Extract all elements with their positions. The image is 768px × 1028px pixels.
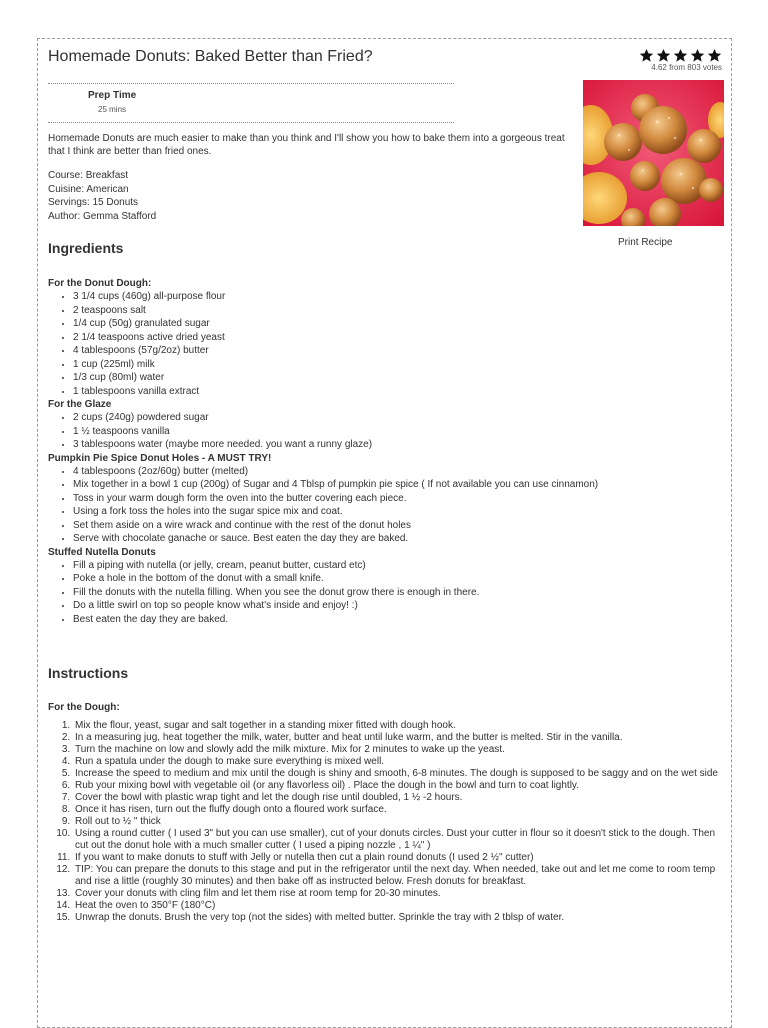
star-icon[interactable] — [656, 48, 671, 63]
ingredient-group — [48, 411, 718, 452]
print-recipe-link[interactable]: Print Recipe — [618, 237, 673, 248]
instruction-step: 5. Increase the speed to medium and mix until the dough is shiny and smooth, 6-8 minutes. The dough is supposed to be saggy and on the wet side — [73, 768, 723, 780]
instruction-step: 9. Roll out to ½ " thick — [73, 816, 723, 828]
ingredient-item: • Set them aside on a wire wrack and continue with the rest of the donut holes — [73, 519, 718, 533]
instruction-step: 13. Cover your donuts with cling film and let them rise at room temp for 20-30 minutes. — [73, 888, 723, 900]
prep-time-value: 25 mins — [98, 105, 127, 114]
instructions-heading: Instructions — [48, 665, 129, 681]
recipe-card — [37, 38, 732, 1028]
instruction-steps — [48, 720, 723, 924]
star-icon[interactable] — [673, 48, 688, 63]
instruction-step: 11. If you want to make donuts to stuff with Jelly or nutella then cut a plain round donuts (I used 2 ½" cutter) — [73, 852, 723, 864]
ingredient-item: • 2 cups (240g) powdered sugar — [73, 411, 718, 425]
instruction-step: 6. Rub your mixing bowl with vegetable oil (or any flavorless oil) . Place the dough in the bowl and turn to coat lightly. — [73, 780, 723, 792]
ingredient-group-title: For the Donut Dough: — [48, 278, 152, 289]
ingredient-item: • Using a fork toss the holes into the sugar spice mix and coat. — [73, 505, 718, 519]
ingredient-item: • 1/4 cup (50g) granulated sugar — [73, 317, 718, 331]
recipe-description: Homemade Donuts are much easier to make than you think and I'll show you how to bake them into a gorgeous treat that I think are better than fried ones. — [48, 133, 565, 157]
star-icon[interactable] — [639, 48, 654, 63]
ingredient-item: • 1 ½ teaspoons vanilla — [73, 425, 718, 439]
donut-holes-image — [583, 80, 724, 226]
ingredient-group-title: Pumpkin Pie Spice Donut Holes - A MUST TRY! — [48, 452, 272, 464]
instruction-step: 15. Unwrap the donuts. Brush the very top (not the sides) with melted butter. Sprinkle the tray with 2 tblsp of water. — [73, 912, 723, 924]
ingredient-group — [48, 290, 718, 398]
servings: Servings: 15 Donuts — [48, 197, 139, 208]
rating-votes: 4.62 from 803 votes — [651, 63, 722, 72]
ingredient-item: • 2 teaspoons salt — [73, 304, 718, 318]
rating-stars[interactable] — [639, 48, 722, 63]
ingredients-heading: Ingredients — [48, 240, 124, 256]
ingredient-item: • Toss in your warm dough form the oven into the butter covering each piece. — [73, 492, 718, 506]
prep-time — [88, 90, 136, 114]
instructions-list — [48, 701, 723, 924]
ingredient-item: • Poke a hole in the bottom of the donut with a small knife. — [73, 572, 718, 586]
ingredient-item: • 4 tablespoons (2oz/60g) butter (melted) — [73, 465, 718, 479]
recipe-meta — [48, 169, 156, 223]
ingredient-group — [48, 465, 718, 546]
instruction-step: 1. Mix the flour, yeast, sugar and salt together in a standing mixer fitted with dough hook. — [73, 720, 723, 732]
instruction-step: 12. TIP: You can prepare the donuts to this stage and put in the refrigerator until the next day. When needed, take out and let me come to room temp and rise a little (roughly 30 minutes) and then bake off as instructed below. Fresh donuts for breakfast. — [73, 864, 723, 888]
ingredient-item: • 3 1/4 cups (460g) all-purpose flour — [73, 290, 718, 304]
divider — [48, 122, 454, 123]
star-icon[interactable] — [707, 48, 722, 63]
recipe-photo — [583, 80, 724, 226]
recipe-title: Homemade Donuts: Baked Better than Fried? — [48, 48, 373, 65]
instruction-step: 2. In a measuring jug, heat together the milk, water, butter and heat until luke warm, and the butter is melted. Stir in the vanilla. — [73, 732, 723, 744]
ingredient-item: • Fill the donuts with the nutella filling. When you see the donut grow there is enough in there. — [73, 586, 718, 600]
ingredient-group-title: Stuffed Nutella Donuts — [48, 546, 156, 558]
ingredient-item: • Mix together in a bowl 1 cup (200g) of Sugar and 4 Tblsp of pumpkin pie spice ( If not available you can use cinnamon) — [73, 478, 718, 492]
ingredient-item: • 3 tablespoons water (maybe more needed. you want a runny glaze) — [73, 438, 718, 452]
instruction-step: 8. Once it has risen, turn out the fluffy dough onto a floured work surface. — [73, 804, 723, 816]
instruction-group-title: For the Dough: — [48, 702, 120, 713]
instruction-step: 14. Heat the oven to 350°F (180°C) — [73, 900, 723, 912]
rating — [639, 48, 722, 73]
divider — [48, 83, 454, 84]
instruction-step: 4. Run a spatula under the dough to make sure everything is mixed well. — [73, 756, 723, 768]
course: Course: Breakfast — [48, 170, 129, 181]
author: Author: Gemma Stafford — [48, 210, 157, 222]
ingredient-item: • Fill a piping with nutella (or jelly, cream, peanut butter, custard etc) — [73, 559, 718, 573]
ingredients-list — [48, 277, 718, 626]
ingredient-item: • Do a little swirl on top so people know what's inside and enjoy! :) — [73, 599, 718, 613]
ingredient-item: • Serve with chocolate ganache or sauce. Best eaten the day they are baked. — [73, 532, 718, 546]
ingredient-item: • Best eaten the day they are baked. — [73, 613, 718, 627]
star-icon[interactable] — [690, 48, 705, 63]
ingredient-item: • 4 tablespoons (57g/2oz) butter — [73, 344, 718, 358]
cuisine: Cuisine: American — [48, 183, 129, 195]
ingredient-group — [48, 559, 718, 627]
ingredient-item: • 1/3 cup (80ml) water — [73, 371, 718, 385]
ingredient-item: • 1 tablespoons vanilla extract — [73, 385, 718, 399]
instruction-step: 7. Cover the bowl with plastic wrap tight and let the dough rise until doubled, 1 ½ -2 hours. — [73, 792, 723, 804]
prep-time-label: Prep Time — [88, 90, 137, 101]
instruction-step: 3. Turn the machine on low and slowly add the milk mixture. Mix for 2 minutes to wake up the yeast. — [73, 744, 723, 756]
ingredient-group-title: For the Glaze — [48, 399, 112, 410]
ingredient-item: • 2 1/4 teaspoons active dried yeast — [73, 331, 718, 345]
ingredient-item: • 1 cup (225ml) milk — [73, 358, 718, 372]
instruction-step: 10. Using a round cutter ( I used 3" but you can use smaller), cut of your donuts circles. Dust your cutter in flour so it doesn't stick to the dough. Then cut out the donut hole with a much smaller cutter ( I used a piping nozzle , 1 ¼" ) — [73, 828, 723, 852]
